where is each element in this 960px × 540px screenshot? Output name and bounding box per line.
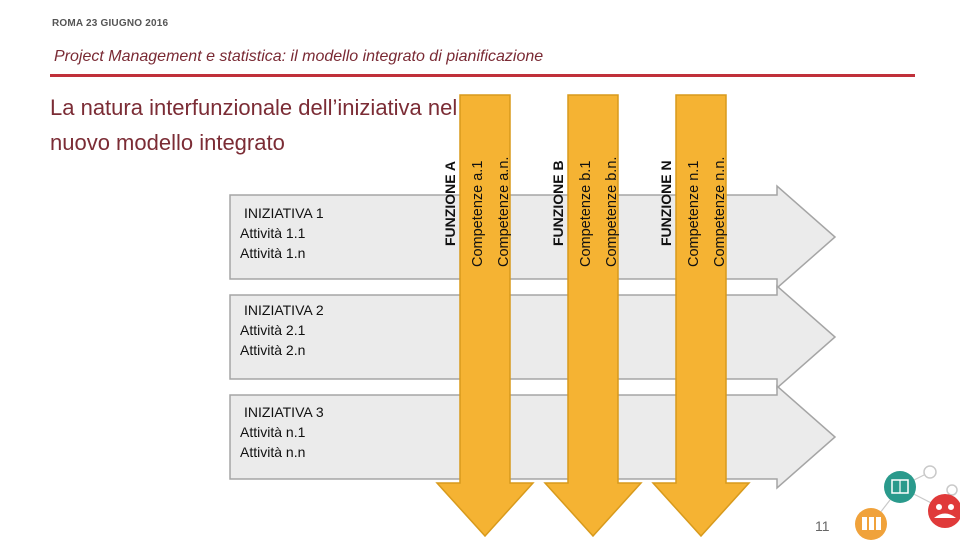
initiative-2-activity-first: Attività 2.1 <box>240 322 306 338</box>
slide-title-line-1: La natura interfunzionale dell’iniziativa nel <box>50 95 458 120</box>
initiative-1-name: INIZIATIVA 1 <box>244 205 324 221</box>
network-logo <box>855 466 960 540</box>
initiative-3-name: INIZIATIVA 3 <box>244 404 324 420</box>
initiative-3-activity-last: Attività n.n <box>240 444 306 460</box>
function-b-competence-last: Competenze b.n. <box>604 156 620 267</box>
initiative-2-name: INIZIATIVA 2 <box>244 302 324 318</box>
function-a-label: FUNZIONE A <box>442 160 458 246</box>
initiative-1-text <box>240 203 324 263</box>
initiative-2-activity-last: Attività 2.n <box>240 342 306 358</box>
function-a-competence-first: Competenze a.1 <box>470 160 486 267</box>
function-b-label: FUNZIONE B <box>550 160 566 246</box>
function-n-label: FUNZIONE N <box>658 160 674 246</box>
initiative-1-activity-first: Attività 1.1 <box>240 225 306 241</box>
slide-title-line-2: nuovo modello integrato <box>50 130 285 155</box>
function-b-competence-first: Competenze b.1 <box>578 160 594 267</box>
function-a-competence-last: Competenze a.n. <box>496 156 512 267</box>
function-n-competence-first: Competenze n.1 <box>686 160 702 267</box>
initiative-3-text <box>240 402 324 462</box>
presentation-subtitle: Project Management e statistica: il modello integrato di pianificazione <box>54 48 544 65</box>
header-date: ROMA 23 GIUGNO 2016 <box>52 18 169 29</box>
page-number: 11 <box>815 518 830 534</box>
initiative-2-text <box>240 300 324 360</box>
initiative-1-activity-last: Attività 1.n <box>240 245 306 261</box>
initiative-3-activity-first: Attività n.1 <box>240 424 306 440</box>
function-n-competence-last: Competenze n.n. <box>712 156 728 267</box>
